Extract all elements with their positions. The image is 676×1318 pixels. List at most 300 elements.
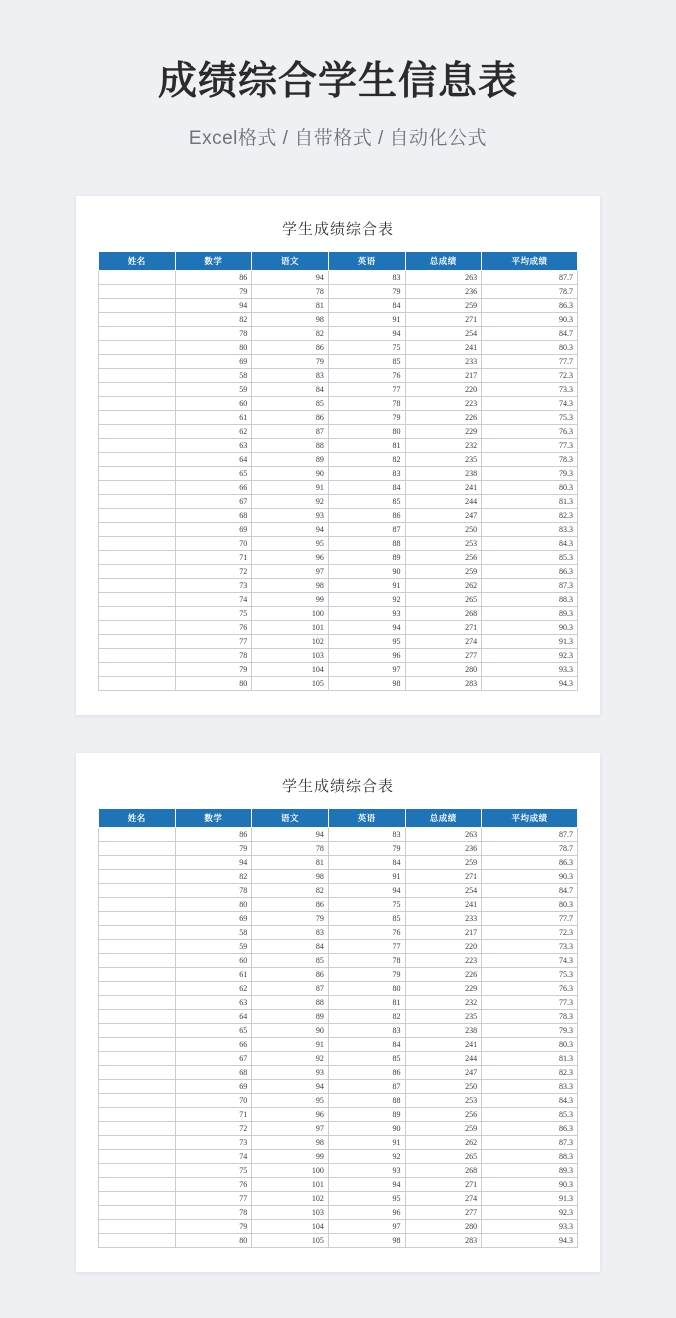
cell-average: 88.3 [482,1149,578,1163]
cell-total: 250 [405,1079,482,1093]
cell-total: 274 [405,1191,482,1205]
cell-total: 254 [405,883,482,897]
cell-average: 89.3 [482,606,578,620]
column-header-english: 英语 [328,251,405,270]
table-row [99,536,578,550]
cell-name [99,298,176,312]
cell-english: 82 [328,1009,405,1023]
cell-english: 87 [328,522,405,536]
table-row [99,1219,578,1233]
cell-average: 91.3 [482,634,578,648]
cell-math: 60 [175,396,252,410]
table-row [99,1079,578,1093]
cell-math: 65 [175,466,252,480]
cell-english: 94 [328,620,405,634]
cell-total: 236 [405,841,482,855]
table-row [99,1177,578,1191]
table-row [99,340,578,354]
cell-total: 256 [405,550,482,564]
cell-name [99,648,176,662]
cell-math: 78 [175,1205,252,1219]
cell-chinese: 94 [252,827,329,841]
cell-total: 263 [405,827,482,841]
cell-math: 82 [175,869,252,883]
table-row [99,564,578,578]
cell-english: 93 [328,606,405,620]
cell-average: 81.3 [482,494,578,508]
cell-name [99,981,176,995]
cell-average: 79.3 [482,1023,578,1037]
cell-total: 253 [405,536,482,550]
cell-english: 94 [328,326,405,340]
table-row [99,438,578,452]
cell-chinese: 96 [252,1107,329,1121]
cell-name [99,1149,176,1163]
cell-chinese: 78 [252,284,329,298]
cell-average: 82.3 [482,508,578,522]
cell-chinese: 93 [252,1065,329,1079]
cell-math: 86 [175,827,252,841]
cell-english: 89 [328,550,405,564]
cell-name [99,1037,176,1051]
table-row [99,578,578,592]
cell-total: 232 [405,438,482,452]
column-header-total: 总成绩 [405,808,482,827]
cell-total: 241 [405,1037,482,1051]
cell-chinese: 105 [252,676,329,690]
cell-english: 91 [328,1135,405,1149]
cell-name [99,312,176,326]
cell-english: 95 [328,1191,405,1205]
table-row [99,452,578,466]
cell-math: 82 [175,312,252,326]
cell-chinese: 88 [252,438,329,452]
cell-math: 78 [175,648,252,662]
cell-english: 96 [328,1205,405,1219]
cell-average: 91.3 [482,1191,578,1205]
cell-english: 85 [328,354,405,368]
cell-chinese: 98 [252,578,329,592]
cell-math: 79 [175,1219,252,1233]
cell-math: 72 [175,1121,252,1135]
cell-chinese: 98 [252,312,329,326]
cell-english: 88 [328,1093,405,1107]
preview-card-1 [76,196,600,715]
cell-name [99,396,176,410]
cell-math: 94 [175,855,252,869]
cell-chinese: 105 [252,1233,329,1247]
cell-english: 78 [328,396,405,410]
cell-math: 63 [175,438,252,452]
table-row [99,606,578,620]
cell-total: 283 [405,1233,482,1247]
cell-average: 87.7 [482,827,578,841]
cell-math: 69 [175,354,252,368]
cell-average: 90.3 [482,312,578,326]
cell-english: 76 [328,925,405,939]
table-row [99,508,578,522]
cell-math: 77 [175,1191,252,1205]
cell-name [99,676,176,690]
cell-total: 271 [405,1177,482,1191]
cell-total: 259 [405,855,482,869]
column-header-math: 数学 [175,251,252,270]
cell-chinese: 95 [252,536,329,550]
table-row [99,298,578,312]
cell-math: 67 [175,1051,252,1065]
cell-english: 75 [328,340,405,354]
table-row [99,368,578,382]
cell-english: 79 [328,967,405,981]
cell-chinese: 87 [252,981,329,995]
cell-math: 62 [175,981,252,995]
cell-chinese: 94 [252,522,329,536]
cell-average: 87.3 [482,578,578,592]
cell-chinese: 90 [252,1023,329,1037]
cell-math: 66 [175,1037,252,1051]
cell-name [99,536,176,550]
cell-chinese: 83 [252,368,329,382]
table-row [99,522,578,536]
cell-average: 78.7 [482,841,578,855]
cell-total: 256 [405,1107,482,1121]
cell-average: 92.3 [482,648,578,662]
cell-chinese: 104 [252,1219,329,1233]
cell-name [99,354,176,368]
cell-english: 93 [328,1163,405,1177]
cell-chinese: 86 [252,967,329,981]
cell-total: 262 [405,1135,482,1149]
cell-name [99,340,176,354]
cell-name [99,1107,176,1121]
cell-name [99,508,176,522]
cell-total: 244 [405,494,482,508]
cell-english: 84 [328,855,405,869]
cell-chinese: 100 [252,606,329,620]
table-row [99,883,578,897]
cell-english: 79 [328,410,405,424]
cell-average: 80.3 [482,340,578,354]
cell-chinese: 94 [252,1079,329,1093]
cell-math: 76 [175,1177,252,1191]
cell-chinese: 101 [252,620,329,634]
table-row [99,1163,578,1177]
cell-name [99,1009,176,1023]
cell-math: 63 [175,995,252,1009]
cell-math: 64 [175,452,252,466]
cell-name [99,1177,176,1191]
cell-chinese: 101 [252,1177,329,1191]
cell-average: 76.3 [482,981,578,995]
cell-english: 91 [328,312,405,326]
cell-chinese: 84 [252,382,329,396]
cell-name [99,382,176,396]
cell-english: 83 [328,827,405,841]
cell-name [99,1093,176,1107]
table-row [99,897,578,911]
cell-chinese: 93 [252,508,329,522]
cell-chinese: 89 [252,452,329,466]
cell-total: 229 [405,981,482,995]
cell-chinese: 92 [252,1051,329,1065]
table-header-row [99,808,578,827]
cell-english: 98 [328,1233,405,1247]
cell-name [99,1233,176,1247]
cell-name [99,522,176,536]
cell-total: 233 [405,911,482,925]
cell-average: 94.3 [482,676,578,690]
cell-total: 217 [405,925,482,939]
cell-math: 75 [175,1163,252,1177]
cell-math: 61 [175,410,252,424]
cell-average: 84.3 [482,536,578,550]
cell-name [99,841,176,855]
cell-chinese: 79 [252,911,329,925]
table-row [99,424,578,438]
cell-name [99,452,176,466]
cell-average: 78.7 [482,284,578,298]
cell-total: 263 [405,270,482,284]
cell-average: 75.3 [482,410,578,424]
cell-name [99,326,176,340]
cell-total: 274 [405,634,482,648]
cell-english: 79 [328,841,405,855]
cell-english: 86 [328,508,405,522]
cell-average: 90.3 [482,1177,578,1191]
cell-math: 80 [175,897,252,911]
table-row [99,410,578,424]
column-header-average: 平均成绩 [482,808,578,827]
cell-english: 91 [328,578,405,592]
cell-name [99,564,176,578]
cell-math: 74 [175,1149,252,1163]
cell-english: 76 [328,368,405,382]
cell-total: 259 [405,1121,482,1135]
table-row [99,841,578,855]
table-row [99,382,578,396]
table-row [99,1121,578,1135]
table-row [99,1023,578,1037]
table-row [99,648,578,662]
cell-total: 223 [405,396,482,410]
cell-average: 86.3 [482,298,578,312]
cell-average: 73.3 [482,382,578,396]
cell-average: 76.3 [482,424,578,438]
table-body [99,827,578,1247]
cell-chinese: 99 [252,592,329,606]
cell-name [99,911,176,925]
cell-math: 58 [175,925,252,939]
cell-name [99,410,176,424]
cell-name [99,855,176,869]
cell-math: 71 [175,1107,252,1121]
cell-chinese: 87 [252,424,329,438]
cell-average: 77.7 [482,911,578,925]
cell-name [99,1065,176,1079]
cell-name [99,438,176,452]
cell-math: 73 [175,1135,252,1149]
cell-english: 84 [328,480,405,494]
cell-total: 271 [405,312,482,326]
cell-total: 247 [405,1065,482,1079]
table-row [99,354,578,368]
cell-math: 73 [175,578,252,592]
cell-total: 238 [405,1023,482,1037]
cell-average: 85.3 [482,550,578,564]
cell-english: 89 [328,1107,405,1121]
column-header-math: 数学 [175,808,252,827]
cell-math: 86 [175,270,252,284]
cell-average: 82.3 [482,1065,578,1079]
cell-chinese: 102 [252,634,329,648]
page-title: 成绩综合学生信息表 [157,60,518,103]
cell-chinese: 100 [252,1163,329,1177]
cell-name [99,634,176,648]
cell-total: 283 [405,676,482,690]
cell-english: 75 [328,897,405,911]
cell-english: 81 [328,995,405,1009]
column-header-chinese: 语文 [252,251,329,270]
cell-math: 74 [175,592,252,606]
cell-total: 244 [405,1051,482,1065]
column-header-chinese: 语文 [252,808,329,827]
table-row [99,466,578,480]
table-row [99,592,578,606]
cell-english: 91 [328,869,405,883]
cell-name [99,494,176,508]
cell-english: 80 [328,424,405,438]
cell-math: 75 [175,606,252,620]
cell-total: 220 [405,382,482,396]
cell-english: 77 [328,939,405,953]
cell-average: 87.7 [482,270,578,284]
cell-chinese: 97 [252,1121,329,1135]
column-header-name: 姓名 [99,251,176,270]
table-row [99,1233,578,1247]
table-row [99,676,578,690]
cell-average: 80.3 [482,1037,578,1051]
cell-total: 241 [405,897,482,911]
cell-chinese: 83 [252,925,329,939]
cell-chinese: 88 [252,995,329,1009]
cell-chinese: 102 [252,1191,329,1205]
preview-card-2 [76,753,600,1272]
cell-average: 94.3 [482,1233,578,1247]
cell-total: 280 [405,662,482,676]
cell-total: 235 [405,1009,482,1023]
cell-math: 78 [175,883,252,897]
cell-average: 79.3 [482,466,578,480]
cell-total: 259 [405,298,482,312]
cell-total: 233 [405,354,482,368]
cell-math: 60 [175,953,252,967]
cell-english: 95 [328,634,405,648]
cell-average: 77.3 [482,995,578,1009]
column-header-average: 平均成绩 [482,251,578,270]
cell-name [99,1219,176,1233]
cell-math: 70 [175,536,252,550]
cell-chinese: 86 [252,340,329,354]
cell-name [99,995,176,1009]
cell-chinese: 91 [252,480,329,494]
cell-total: 232 [405,995,482,1009]
table-row [99,953,578,967]
hero-section [0,0,676,150]
cell-name [99,662,176,676]
cell-average: 84.7 [482,883,578,897]
cell-average: 87.3 [482,1135,578,1149]
table-row [99,634,578,648]
cell-math: 62 [175,424,252,438]
cell-average: 72.3 [482,925,578,939]
cell-chinese: 78 [252,841,329,855]
cell-name [99,967,176,981]
cell-name [99,1079,176,1093]
cell-chinese: 97 [252,564,329,578]
cell-chinese: 95 [252,1093,329,1107]
cell-total: 247 [405,508,482,522]
table-row [99,326,578,340]
table-row [99,939,578,953]
cell-english: 90 [328,564,405,578]
cell-average: 86.3 [482,1121,578,1135]
cell-name [99,1191,176,1205]
cell-english: 94 [328,883,405,897]
cell-total: 250 [405,522,482,536]
cell-name [99,953,176,967]
table-row [99,1093,578,1107]
cell-name [99,925,176,939]
cell-total: 277 [405,648,482,662]
cell-average: 75.3 [482,967,578,981]
column-header-total: 总成绩 [405,251,482,270]
cell-average: 86.3 [482,564,578,578]
cell-english: 92 [328,592,405,606]
cell-total: 259 [405,564,482,578]
cell-english: 83 [328,1023,405,1037]
cell-english: 80 [328,981,405,995]
table-row [99,1009,578,1023]
cell-chinese: 82 [252,883,329,897]
cell-english: 97 [328,1219,405,1233]
table-row [99,1205,578,1219]
cell-chinese: 79 [252,354,329,368]
cell-total: 262 [405,578,482,592]
cell-english: 77 [328,382,405,396]
cell-name [99,466,176,480]
cell-average: 84.3 [482,1093,578,1107]
cell-chinese: 86 [252,410,329,424]
cell-total: 241 [405,480,482,494]
cell-english: 98 [328,676,405,690]
table-body [99,270,578,690]
cell-average: 83.3 [482,1079,578,1093]
cell-name [99,550,176,564]
cell-english: 83 [328,270,405,284]
cell-name [99,1051,176,1065]
cell-average: 85.3 [482,1107,578,1121]
table-row [99,284,578,298]
cell-name [99,284,176,298]
cell-chinese: 103 [252,1205,329,1219]
cell-math: 69 [175,522,252,536]
cell-math: 78 [175,326,252,340]
cell-english: 92 [328,1149,405,1163]
cell-math: 69 [175,911,252,925]
cell-total: 220 [405,939,482,953]
cell-name [99,869,176,883]
cell-average: 72.3 [482,368,578,382]
